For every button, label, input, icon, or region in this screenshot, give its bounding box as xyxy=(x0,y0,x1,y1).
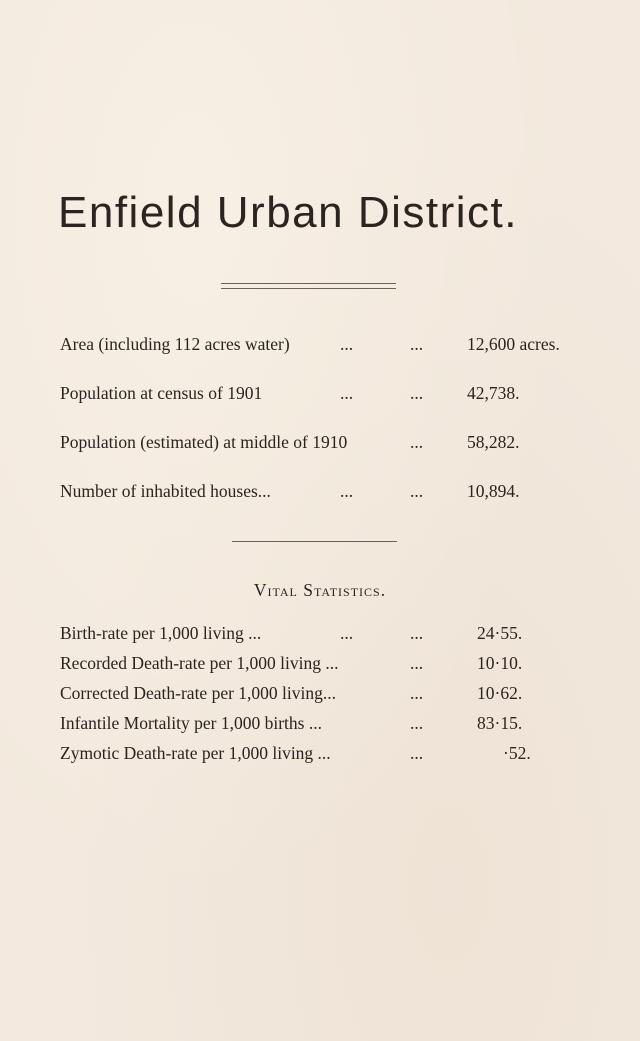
stat-row-census xyxy=(60,383,580,409)
leader-dots: ... xyxy=(410,653,424,673)
leader-dots: ... xyxy=(340,334,354,354)
leader-dots: ... xyxy=(340,383,354,403)
stat-row-houses xyxy=(60,481,580,507)
vital-row-zymotic-death-rate xyxy=(60,743,580,769)
stat-value: 42,738. xyxy=(467,383,520,403)
leader-dots: ... xyxy=(410,481,424,501)
stat-value: 12,600 acres. xyxy=(467,334,560,354)
double-rule-divider xyxy=(221,283,396,289)
vital-row-recorded-death-rate xyxy=(60,653,580,679)
leader-dots: ... xyxy=(410,683,424,703)
leader-dots: ... xyxy=(410,713,424,733)
stat-row-population-estimated xyxy=(60,432,580,458)
leader-dots: ... xyxy=(410,432,424,452)
leader-dots: ... xyxy=(340,481,354,501)
section-heading-vital-statistics: Vital Statistics. xyxy=(253,580,387,600)
stat-label: Area (including 112 acres water) xyxy=(60,334,290,354)
stat-label: Birth-rate per 1,000 living ... xyxy=(60,623,262,643)
leader-dots: ... xyxy=(410,383,424,403)
leader-dots: ... xyxy=(410,334,424,354)
stat-label: Recorded Death-rate per 1,000 living ... xyxy=(60,653,339,673)
stat-value: 83·15. xyxy=(477,713,523,733)
page-title: Enfield Urban District. xyxy=(58,188,518,237)
stat-row-area xyxy=(60,334,580,360)
stat-value: ·52. xyxy=(503,743,531,763)
vital-row-infantile-mortality xyxy=(60,713,580,739)
stat-label: Infantile Mortality per 1,000 births ... xyxy=(60,713,322,733)
stat-label: Zymotic Death-rate per 1,000 living ... xyxy=(60,743,331,763)
vital-row-birth-rate xyxy=(60,623,580,649)
stat-label: Corrected Death-rate per 1,000 living... xyxy=(60,683,337,703)
leader-dots: ... xyxy=(340,623,354,643)
vital-row-corrected-death-rate xyxy=(60,683,580,709)
stat-label: Number of inhabited houses... xyxy=(60,481,271,501)
single-rule-divider xyxy=(232,541,397,542)
stat-value: 10·62. xyxy=(477,683,523,703)
leader-dots: ... xyxy=(410,623,424,643)
stat-label: Population at census of 1901 xyxy=(60,383,263,403)
stat-value: 24·55. xyxy=(477,623,523,643)
stat-value: 10,894. xyxy=(467,481,520,501)
leader-dots: ... xyxy=(410,743,424,763)
stat-value: 58,282. xyxy=(467,432,520,452)
stat-label: Population (estimated) at middle of 1910 xyxy=(60,432,348,452)
stat-value: 10·10. xyxy=(477,653,523,673)
